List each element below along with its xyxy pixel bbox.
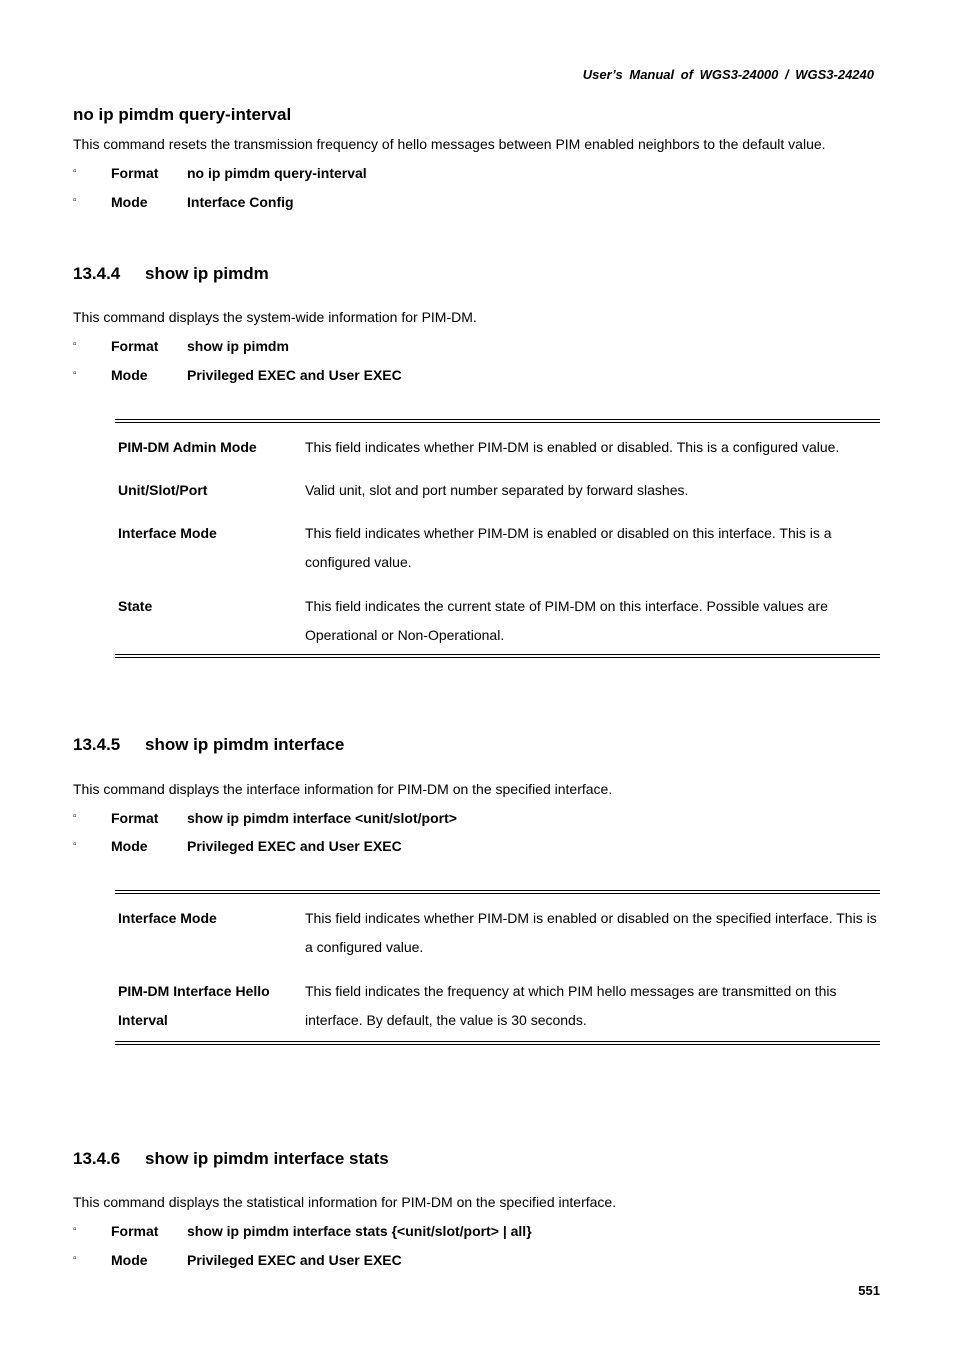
- field-table: [115, 419, 880, 658]
- format-value: show ip pimdm interface <unit/slot/port>: [187, 810, 457, 826]
- section-heading: [73, 1149, 389, 1169]
- format-line: [73, 338, 773, 358]
- format-value: show ip pimdm: [187, 338, 289, 354]
- mode-value: Privileged EXEC and User EXEC: [187, 367, 402, 383]
- table-row: [115, 592, 880, 654]
- section-title: show ip pimdm: [145, 264, 269, 283]
- format-line: [73, 810, 773, 830]
- bullet-icon: ▫: [73, 368, 77, 379]
- field-description: This field indicates the current state of PIM-DM on this interface. Possible values are Operational or Non-Operational.: [305, 598, 828, 643]
- field-description: Valid unit, slot and port number separated by forward slashes.: [305, 482, 689, 498]
- table-bottom-rule: [115, 1041, 880, 1045]
- section-number: 13.4.4: [73, 264, 121, 283]
- mode-line: [73, 838, 773, 858]
- bullet-icon: ▫: [73, 1253, 77, 1264]
- format-label: Format: [111, 165, 159, 181]
- mode-label: Mode: [111, 194, 148, 210]
- bullet-icon: ▫: [73, 166, 77, 177]
- mode-label: Mode: [111, 1252, 148, 1268]
- mode-value: Interface Config: [187, 194, 294, 210]
- mode-value: Privileged EXEC and User EXEC: [187, 838, 402, 854]
- field-name: PIM-DM Interface Hello Interval: [118, 983, 270, 1028]
- bullet-icon: ▫: [73, 839, 77, 850]
- field-description: This field indicates whether PIM-DM is enabled or disabled on the specified interface. This is a configured value.: [305, 910, 877, 955]
- format-line: [73, 1223, 773, 1243]
- field-description: This field indicates the frequency at which PIM hello messages are transmitted on this interface. By default, the value is 30 seconds.: [305, 983, 837, 1028]
- field-name: State: [118, 598, 153, 614]
- table-row: [115, 433, 880, 476]
- section-number: 13.4.6: [73, 1149, 121, 1168]
- field-name: Interface Mode: [118, 910, 217, 926]
- bullet-icon: ▫: [73, 195, 77, 206]
- format-line: [73, 165, 773, 185]
- field-name: Interface Mode: [118, 525, 217, 541]
- format-label: Format: [111, 810, 159, 826]
- command-title: no ip pimdm query-interval: [73, 105, 292, 124]
- field-description: This field indicates whether PIM-DM is enabled or disabled. This is a configured value.: [305, 439, 840, 455]
- format-label: Format: [111, 1223, 159, 1239]
- page-number: 551: [858, 1283, 880, 1298]
- table-bottom-rule: [115, 654, 880, 658]
- section-description: This command displays the statistical information for PIM-DM on the specified interface.: [73, 1194, 617, 1210]
- format-value: no ip pimdm query-interval: [187, 165, 367, 181]
- mode-label: Mode: [111, 838, 148, 854]
- table-row: [115, 476, 880, 519]
- bullet-icon: ▫: [73, 1224, 77, 1235]
- table-row: [115, 904, 880, 977]
- table-row: [115, 977, 880, 1041]
- field-description: This field indicates whether PIM-DM is enabled or disabled on this interface. This is a configured value.: [305, 525, 832, 570]
- table-top-rule: [115, 890, 880, 894]
- table-row: [115, 519, 880, 592]
- format-value: show ip pimdm interface stats {<unit/slot/port> | all}: [187, 1223, 532, 1239]
- mode-line: [73, 367, 773, 387]
- section-heading: [73, 735, 344, 755]
- running-header: User’s Manual of WGS3-24000 / WGS3-24240: [582, 67, 874, 82]
- format-label: Format: [111, 338, 159, 354]
- bullet-icon: ▫: [73, 339, 77, 350]
- mode-value: Privileged EXEC and User EXEC: [187, 1252, 402, 1268]
- bullet-icon: ▫: [73, 811, 77, 822]
- section-number: 13.4.5: [73, 735, 121, 754]
- section-description: This command displays the system-wide information for PIM-DM.: [73, 309, 477, 325]
- table-top-rule: [115, 419, 880, 423]
- field-name: PIM-DM Admin Mode: [118, 439, 257, 455]
- mode-label: Mode: [111, 367, 148, 383]
- section-title: show ip pimdm interface: [145, 735, 345, 754]
- field-table: [115, 890, 880, 1045]
- section-description: This command displays the interface information for PIM-DM on the specified interface.: [73, 781, 613, 797]
- mode-line: [73, 194, 773, 214]
- section-title: show ip pimdm interface stats: [145, 1149, 389, 1168]
- mode-line: [73, 1252, 773, 1272]
- section-heading: [73, 264, 269, 284]
- field-name: Unit/Slot/Port: [118, 482, 208, 498]
- command-description: This command resets the transmission frequency of hello messages between PIM enabled neighbors to the default value.: [73, 136, 826, 152]
